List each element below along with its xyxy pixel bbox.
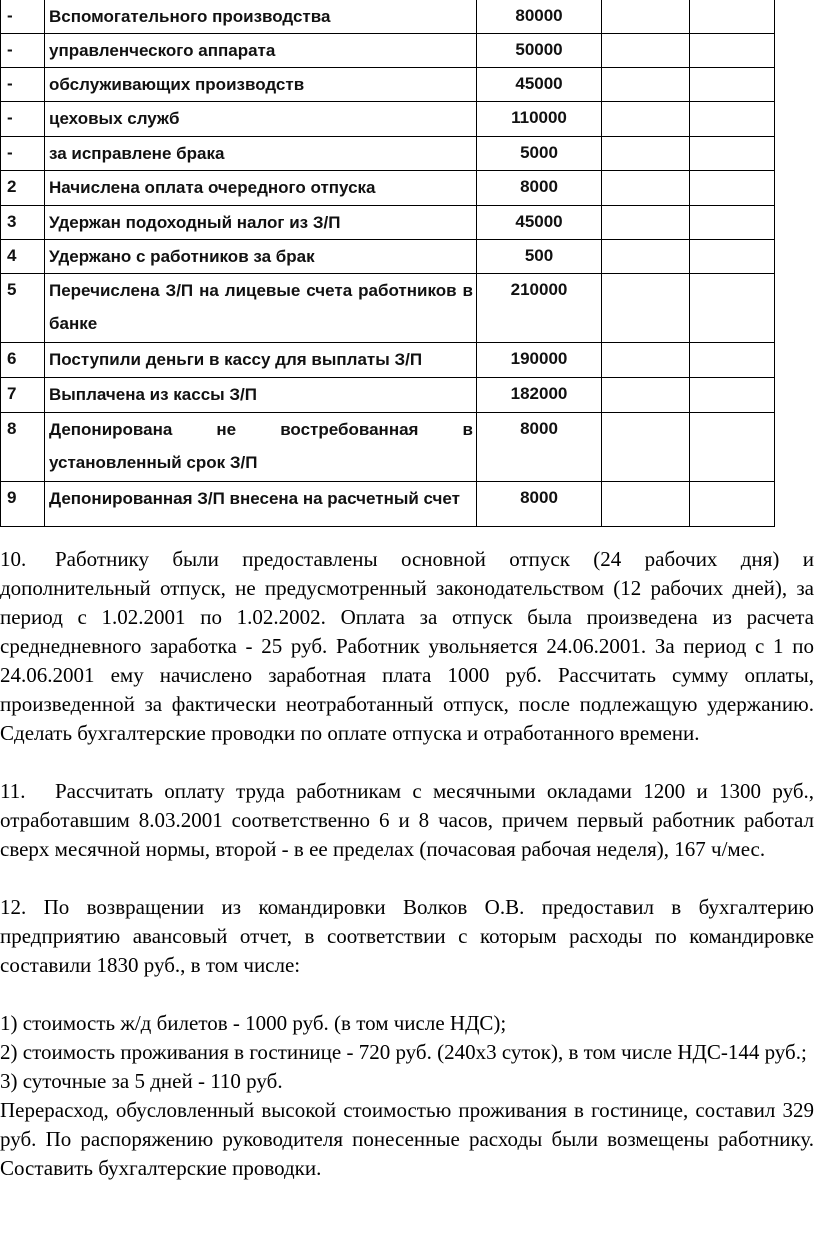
- problem-10: [0, 545, 814, 748]
- row-amount: [477, 482, 602, 527]
- table-row: [1, 137, 775, 171]
- table-row: [1, 240, 775, 274]
- row-number: [1, 102, 45, 137]
- row-number: [1, 137, 45, 171]
- row-empty-cell: [690, 413, 775, 482]
- row-amount: [477, 240, 602, 274]
- row-amount: [477, 274, 602, 343]
- row-number-text: 9: [7, 488, 17, 507]
- table-row: [1, 102, 775, 137]
- row-description: [45, 102, 477, 137]
- row-empty-cell: [602, 274, 690, 343]
- row-empty-cell: [602, 378, 690, 413]
- row-amount-text: 210000: [510, 280, 568, 299]
- row-description: [45, 343, 477, 378]
- row-description-text: Депонированная З/П внесена на расчетный счет: [49, 489, 460, 508]
- row-empty-cell: [602, 137, 690, 171]
- row-description-text: Удержано с работников за брак: [49, 247, 315, 266]
- row-number: [1, 206, 45, 240]
- row-number-text: -: [7, 108, 13, 127]
- table-row: [1, 0, 775, 34]
- row-number-text: -: [7, 6, 13, 25]
- row-amount-text: 8000: [520, 488, 558, 507]
- row-amount: [477, 171, 602, 206]
- row-description: [45, 378, 477, 413]
- row-number: [1, 482, 45, 527]
- row-description-text: за исправлене брака: [49, 144, 225, 163]
- row-number: [1, 378, 45, 413]
- row-number-text: 3: [7, 212, 17, 231]
- row-empty-cell: [602, 34, 690, 68]
- row-description: [45, 34, 477, 68]
- row-description: [45, 482, 477, 527]
- row-description-text: управленческого аппарата: [49, 41, 276, 60]
- row-number: [1, 274, 45, 343]
- row-number: [1, 240, 45, 274]
- row-number-text: -: [7, 74, 13, 93]
- row-amount: [477, 0, 602, 34]
- row-description: [45, 137, 477, 171]
- row-description-text: Перечислена З/П на лицевые счета работников в банке: [49, 281, 473, 333]
- problem-11: [0, 777, 814, 864]
- row-number-text: 6: [7, 349, 17, 368]
- row-description: [45, 274, 477, 343]
- table-row: [1, 274, 775, 343]
- row-number: [1, 0, 45, 34]
- row-empty-cell: [602, 413, 690, 482]
- row-empty-cell: [602, 482, 690, 527]
- table-row: [1, 206, 775, 240]
- problem-10-number: 10.: [0, 547, 27, 571]
- row-description-text: Поступили деньги в кассу для выплаты З/П: [49, 350, 423, 369]
- row-empty-cell: [690, 68, 775, 102]
- row-amount-text: 8000: [520, 419, 558, 438]
- row-empty-cell: [602, 102, 690, 137]
- row-empty-cell: [690, 378, 775, 413]
- row-amount-text: 50000: [515, 40, 563, 59]
- row-description-text: цеховых служб: [49, 109, 180, 128]
- table-row: [1, 34, 775, 68]
- row-number-text: 5: [7, 280, 17, 299]
- row-amount: [477, 413, 602, 482]
- row-description: [45, 171, 477, 206]
- row-amount-text: 190000: [510, 349, 568, 368]
- row-number: [1, 413, 45, 482]
- table-row: [1, 378, 775, 413]
- row-description-text: обслуживающих производств: [49, 75, 305, 94]
- row-number-text: 4: [7, 246, 17, 265]
- row-description-text: Начислена оплата очередного отпуска: [49, 178, 376, 197]
- problems-section: [0, 545, 814, 1183]
- row-empty-cell: [690, 102, 775, 137]
- row-amount-text: 80000: [515, 6, 563, 25]
- row-empty-cell: [690, 0, 775, 34]
- row-empty-cell: [602, 206, 690, 240]
- row-number-text: 8: [7, 419, 17, 438]
- row-amount-text: 110000: [511, 108, 567, 127]
- row-empty-cell: [690, 34, 775, 68]
- row-description: [45, 0, 477, 34]
- problem-12-conclusion: Перерасход, обусловленный высокой стоимостью проживания в гостинице, составил 329 руб. По распоряжению руководителя понесенные расходы были возмещены работнику. Составить бухгалтерские проводки.: [0, 1098, 814, 1180]
- problem-12-item-1: 1) стоимость ж/д билетов - 1000 руб. (в том числе НДС);: [0, 1011, 507, 1035]
- row-amount: [477, 206, 602, 240]
- row-empty-cell: [690, 343, 775, 378]
- row-number: [1, 171, 45, 206]
- row-description-text: Депонирована не востребованная в установленный срок З/П: [49, 420, 473, 472]
- row-empty-cell: [602, 343, 690, 378]
- row-empty-cell: [602, 0, 690, 34]
- row-amount-text: 8000: [520, 177, 558, 196]
- row-number: [1, 68, 45, 102]
- row-amount: [477, 137, 602, 171]
- row-empty-cell: [602, 68, 690, 102]
- row-number-text: -: [7, 40, 13, 59]
- table-row: [1, 482, 775, 527]
- row-amount-text: 500: [524, 246, 554, 265]
- row-amount-text: 182000: [510, 384, 568, 403]
- row-description: [45, 68, 477, 102]
- row-number-text: -: [7, 143, 13, 162]
- table-row: [1, 343, 775, 378]
- row-amount-text: 45000: [515, 212, 563, 231]
- row-number-text: 7: [7, 384, 17, 403]
- row-number-text: 2: [7, 177, 17, 196]
- table-row: [1, 413, 775, 482]
- row-amount: [477, 343, 602, 378]
- row-amount: [477, 34, 602, 68]
- row-amount: [477, 378, 602, 413]
- problem-11-text: Рассчитать оплату труда работникам с месячными окладами 1200 и 1300 руб., отработавшим 8.03.2001 соответственно 6 и 8 часов, причем первый работник работал сверх месячной нормы, второй - в ее пределах (почасовая рабочая неделя), 167 ч/мес.: [0, 779, 814, 861]
- row-amount: [477, 102, 602, 137]
- problem-11-number: 11.: [0, 779, 26, 803]
- row-empty-cell: [602, 171, 690, 206]
- row-empty-cell: [690, 482, 775, 527]
- row-amount-text: 45000: [515, 74, 563, 93]
- row-description-text: Выплачена из кассы З/П: [49, 385, 257, 404]
- row-description: [45, 413, 477, 482]
- problem-10-text: Работнику были предоставлены основной отпуск (24 рабочих дня) и дополнительный отпуск, не предусмотренный законодательством (12 рабочих дней), за период с 1.02.2001 по 1.02.2002. Оплата за отпуск была произведена из расчета среднедневного заработка - 25 руб. Работник увольняется 24.06.2001. За период с 1 по 24.06.2001 ему начислено заработная плата 1000 руб. Рассчитать сумму оплаты, произведенной за фактически неотработанный отпуск, после подлежащую удержанию. Сделать бухгалтерские проводки по оплате отпуска и отработанного времени.: [0, 547, 814, 745]
- row-description: [45, 206, 477, 240]
- row-number: [1, 34, 45, 68]
- row-empty-cell: [690, 206, 775, 240]
- row-description: [45, 240, 477, 274]
- table-row: [1, 68, 775, 102]
- problem-12-item-2: 2) стоимость проживания в гостинице - 720 руб. (240х3 суток), в том числе НДС-144 руб.;: [0, 1040, 807, 1064]
- row-empty-cell: [690, 171, 775, 206]
- row-number: [1, 343, 45, 378]
- row-empty-cell: [602, 240, 690, 274]
- row-description-text: Удержан подоходный налог из З/П: [49, 213, 341, 232]
- row-empty-cell: [690, 240, 775, 274]
- problem-12-item-3: 3) суточные за 5 дней - 110 руб.: [0, 1069, 283, 1093]
- table-row: [1, 171, 775, 206]
- postings-table: [0, 0, 775, 527]
- problem-12-intro: 12. По возвращении из командировки Волков О.В. предоставил в бухгалтерию предприятию авансовый отчет, в соответствии с которым расходы по командировке составили 1830 руб., в том числе:: [0, 895, 814, 977]
- row-empty-cell: [690, 274, 775, 343]
- row-amount-text: 5000: [520, 143, 558, 162]
- row-empty-cell: [690, 137, 775, 171]
- row-description-text: Вспомогательного производства: [49, 7, 331, 26]
- row-amount: [477, 68, 602, 102]
